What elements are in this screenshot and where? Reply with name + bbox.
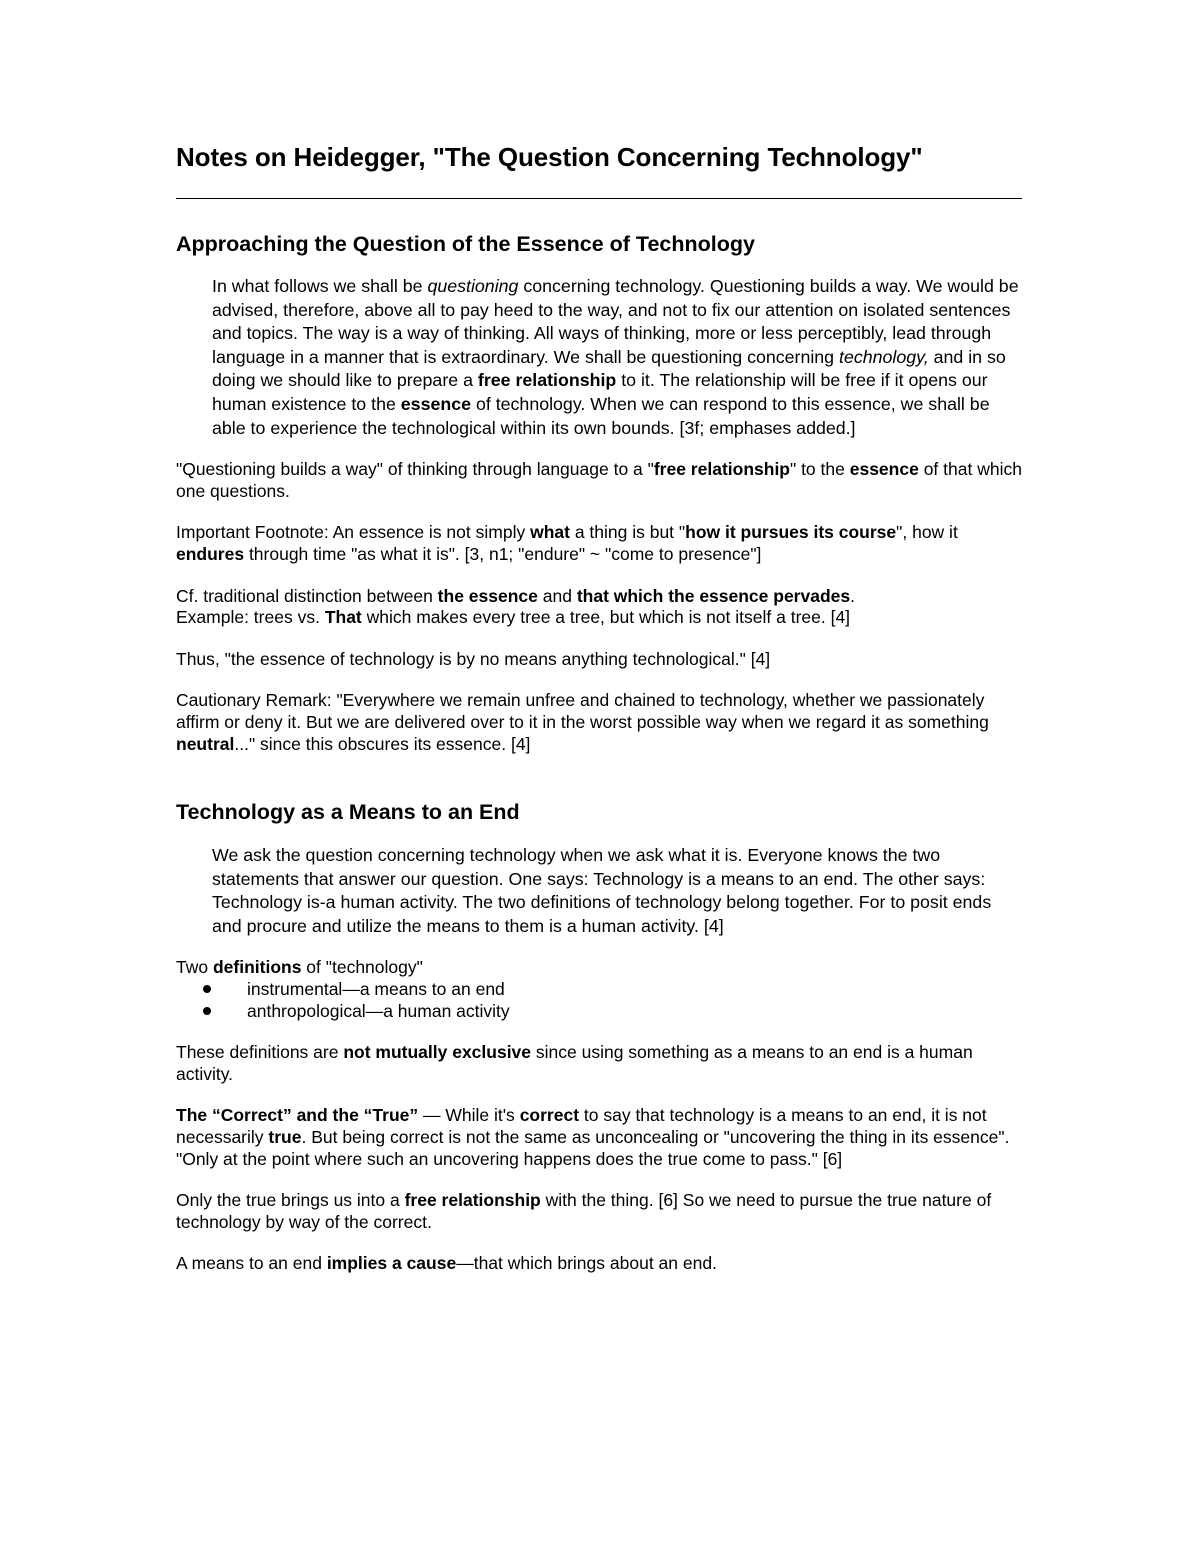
text-run: A means to an end [176, 1253, 327, 1274]
bold-text: free relationship [477, 370, 617, 391]
paragraph-two-definitions [176, 957, 1026, 979]
text-run: and [537, 585, 577, 606]
text-run: a thing is but " [569, 522, 686, 543]
bold-text: the essence [437, 585, 538, 606]
list-item-text: anthropological—a human activity [247, 1000, 510, 1021]
text-run: . [850, 585, 855, 606]
paragraph-cautionary-remark [176, 690, 1026, 755]
list-item [200, 1001, 1026, 1023]
text-run: " to the [790, 459, 850, 480]
text-run: Important Footnote: An essence is not simply [176, 522, 531, 543]
bold-text: essence [849, 459, 919, 480]
text-run: of "technology" [301, 957, 423, 978]
italic-text: questioning [427, 276, 519, 296]
bold-text: not mutually exclusive [343, 1042, 532, 1063]
bold-text: That [324, 607, 362, 628]
bold-text: correct [519, 1105, 580, 1126]
text-run: These definitions are [176, 1042, 344, 1063]
text-run: which makes every tree a tree, but which is not itself a tree. [4] [361, 607, 851, 628]
bold-text: implies a cause [326, 1253, 457, 1274]
block-quote-questioning [212, 275, 1024, 440]
text-run: Only the true brings us into a [176, 1190, 405, 1211]
text-run: . But being correct is not the same as unconcealing or "uncovering the thing in its essence". "Only at the point where such an uncovering happens does the true come to pass." [6] [176, 1127, 1010, 1169]
text-run: Example: trees vs. [176, 607, 325, 628]
text-run: with the thing. [6] So we need to pursue the true nature of technology by way of the correct. [176, 1190, 992, 1232]
text-run: of that which one questions. [176, 459, 1022, 501]
paragraph-implies-cause [176, 1253, 1026, 1275]
paragraph-essence-not-technological: Thus, "the essence of technology is by no means anything technological." [4] [176, 648, 771, 669]
paragraph-correct-and-true [176, 1105, 1026, 1170]
block-quote-means-to-end: We ask the question concerning technology when we ask what it is. Everyone knows the two statements that answer our question. One says: Technology is a means to an end. The other says: Technology is-a human activity. The two definitions of technology belong together. For to posit ends and procure and utilize the means to them is a human activity. [4] [212, 845, 992, 936]
document-page [176, 140, 1026, 1275]
section-heading-essence: Approaching the Question of the Essence of Technology [176, 232, 755, 256]
bold-text: The “Correct” and the “True” [176, 1105, 419, 1126]
text-run: ", how it [896, 522, 958, 543]
bold-text: neutral [176, 733, 235, 754]
paragraph-questioning-builds [176, 459, 1026, 502]
section-heading-means-to-end: Technology as a Means to an End [176, 800, 520, 825]
text-run: "Questioning builds a way" of thinking through language to a " [176, 459, 654, 480]
page-title: Notes on Heidegger, "The Question Concerning Technology" [176, 140, 1022, 199]
definitions-list [176, 979, 1026, 1022]
text-run: In what follows we shall be [212, 276, 428, 296]
bold-text: free relationship [404, 1190, 541, 1211]
paragraph-important-footnote [176, 522, 1026, 565]
bold-text: that which the essence pervades [576, 585, 851, 606]
italic-text: technology, [839, 346, 929, 367]
bullet-icon [203, 1007, 211, 1015]
text-run: since using something as a means to an end is a human activity. [176, 1042, 973, 1084]
bold-text: true [268, 1127, 302, 1148]
bold-text: how it pursues its course [685, 522, 897, 543]
list-item-text: instrumental—a means to an end [247, 979, 505, 1000]
text-run: of technology. When we can respond to this essence, we shall be able to experience the technological within its own bounds. [3f; emphases added.] [212, 393, 990, 438]
bullet-icon [203, 985, 211, 993]
text-run: Cautionary Remark: "Everywhere we remain unfree and chained to technology, whether we passionately affirm or deny it. But we are delivered over to it in the worst possible way when we regard it as something [176, 690, 989, 732]
text-run: Cf. traditional distinction between [176, 585, 438, 606]
bold-text: endures [176, 543, 245, 564]
bold-text: what [530, 522, 570, 543]
text-run: to say that technology is a means to an end, it is not necessarily [176, 1105, 987, 1148]
paragraph-only-the-true [176, 1190, 1026, 1233]
list-item [200, 979, 1026, 1001]
text-run: concerning technology. Questioning builds a way. We would be advised, therefore, above all to pay heed to the way, and not to fix our attention on isolated sentences and topics. The way is a way of thinking. All ways of thinking, more or less perceptibly, lead through language in a manner that is extraordinary. We shall be questioning concerning [212, 276, 1019, 367]
text-run: and in so doing we should like to prepare a [212, 346, 1006, 391]
bold-text: free relationship [653, 459, 790, 480]
text-run: ..." since this obscures its essence. [4] [234, 733, 531, 754]
bold-text: essence [400, 393, 471, 414]
paragraph-not-mutually-exclusive [176, 1042, 1026, 1085]
bold-text: definitions [212, 957, 302, 978]
text-run: —that which brings about an end. [456, 1253, 717, 1274]
text-run: Two [176, 957, 213, 978]
text-run: through time "as what it is". [3, n1; "endure" ~ "come to presence"] [244, 543, 762, 564]
paragraph-traditional-distinction [176, 586, 1026, 629]
text-run: — While it's [418, 1105, 520, 1126]
text-run: to it. The relationship will be free if it opens our human existence to the [212, 370, 988, 414]
